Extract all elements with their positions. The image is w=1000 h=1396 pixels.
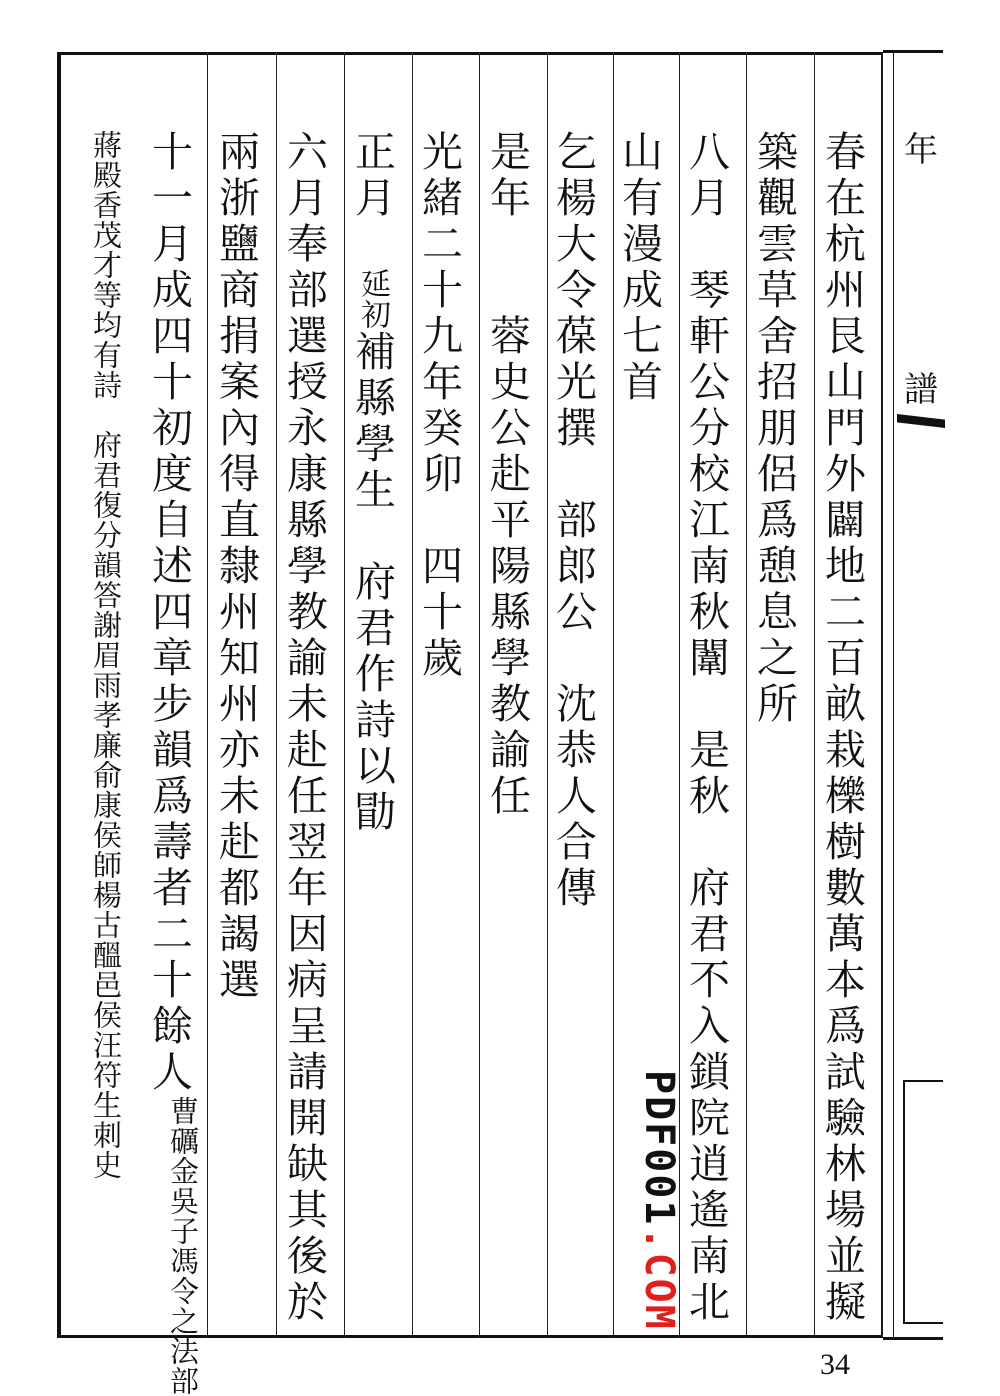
column-11-note-right: 馮令之法部 bbox=[166, 1246, 200, 1396]
column-12-text bbox=[61, 52, 140, 1180]
fold-char-1: 年 bbox=[904, 130, 938, 170]
fold-char-2: 譜 bbox=[904, 370, 938, 410]
column-3-part-b: 琴軒公分校江南秋闈 bbox=[682, 268, 730, 682]
column-8-text bbox=[345, 52, 412, 836]
watermark-part-b: .COM bbox=[636, 1226, 682, 1331]
column-5 bbox=[548, 52, 614, 1338]
column-8-part-b: 補縣學生 bbox=[348, 330, 396, 514]
column-12 bbox=[61, 52, 140, 1338]
column-3-text bbox=[680, 52, 746, 1326]
column-3-part-a: 八月 bbox=[682, 130, 730, 222]
column-11-main: 十一月成四十初度自述四章步韻爲壽者二十餘人 bbox=[145, 130, 193, 1096]
fish-tail-mark bbox=[897, 414, 945, 428]
fold-line-top bbox=[883, 50, 943, 53]
column-11-text bbox=[140, 52, 207, 1396]
column-9 bbox=[277, 52, 345, 1338]
column-8 bbox=[345, 52, 413, 1338]
column-3 bbox=[680, 52, 747, 1338]
column-5-part-a: 乞楊大令葆光撰 bbox=[549, 130, 597, 452]
column-12-note-tail: 府君復分韻答謝 bbox=[89, 430, 123, 640]
watermark bbox=[636, 1070, 682, 1331]
fold-line-bottom bbox=[883, 1337, 943, 1340]
column-11-note-left: 曹礪金吳子 bbox=[166, 1096, 200, 1246]
column-11-note bbox=[166, 1096, 199, 1396]
column-8-small: 延初 bbox=[355, 268, 390, 330]
column-9-text: 六月奉部選授永康縣學教諭未赴任翌年因病呈請開缺其後於 bbox=[280, 130, 328, 1326]
column-7-part-b: 四十歲 bbox=[415, 544, 463, 682]
column-6-text bbox=[480, 52, 547, 820]
column-5-part-b: 部郎公 bbox=[549, 498, 597, 636]
column-6-part-b: 蓉史公赴平陽縣學教諭任 bbox=[483, 314, 531, 820]
column-4-text: 山有漫成七首 bbox=[615, 130, 663, 406]
column-10 bbox=[208, 52, 277, 1338]
watermark-part-a: PDF001 bbox=[636, 1070, 682, 1227]
column-3-part-c: 是秋 bbox=[682, 728, 730, 820]
column-7 bbox=[413, 52, 480, 1338]
column-5-part-c: 沈恭人合傳 bbox=[549, 682, 597, 912]
column-6-part-a: 是年 bbox=[483, 130, 531, 222]
column-8-part-a: 正月 bbox=[348, 130, 396, 222]
column-6 bbox=[480, 52, 548, 1338]
column-11 bbox=[140, 52, 208, 1396]
fold-divider bbox=[893, 50, 894, 1340]
page-number: 34 bbox=[820, 1348, 850, 1381]
column-1 bbox=[815, 52, 883, 1338]
column-1-text: 春在杭州艮山門外闢地二百畝栽櫟樹數萬本爲試驗林場並擬 bbox=[818, 130, 866, 1326]
column-5-text bbox=[548, 52, 613, 912]
column-7-part-a: 光緒二十九年癸卯 bbox=[415, 130, 463, 498]
page-fold bbox=[883, 50, 953, 1340]
fold-bottom-block bbox=[903, 1080, 943, 1324]
column-2 bbox=[747, 52, 815, 1338]
column-12-note-right: 眉雨孝廉俞康侯師楊古醞邑侯汪符生刺史 bbox=[89, 640, 123, 1180]
column-12-note bbox=[89, 130, 122, 1180]
column-7-text bbox=[413, 52, 479, 682]
column-12-note-left-wrap bbox=[89, 130, 122, 640]
column-12-note-left: 蔣殿香茂才等均有詩 bbox=[89, 130, 123, 400]
column-10-text: 兩浙鹽商捐案內得直隸州知州亦未赴都謁選 bbox=[212, 130, 260, 1004]
column-3-part-d: 府君不入鎖院逍遙南北 bbox=[682, 866, 730, 1326]
column-2-text: 築觀雲草舍招朋侶爲憩息之所 bbox=[750, 130, 798, 728]
column-8-part-c: 府君作詩以勖 bbox=[348, 560, 396, 836]
